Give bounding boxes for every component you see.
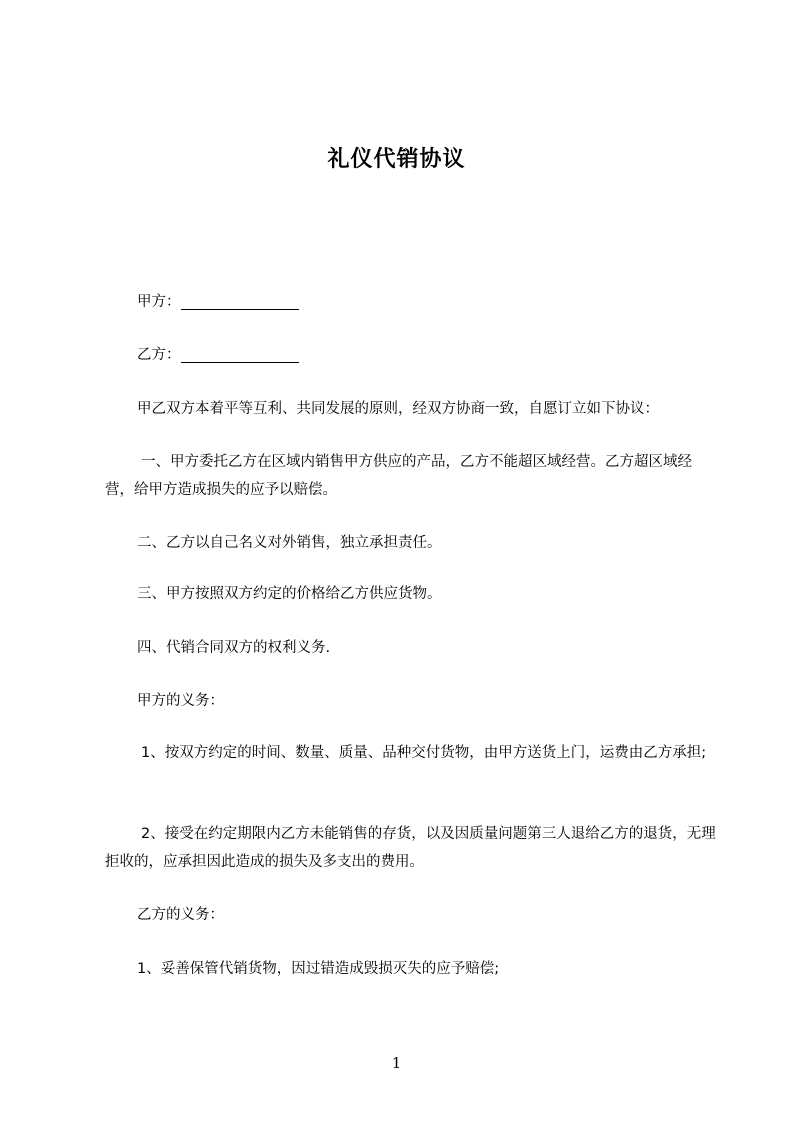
- document-title: 礼仪代销协议: [327, 147, 466, 172]
- party-b-duties-heading: 乙方的义务：: [137, 907, 224, 923]
- intro-paragraph: 甲乙双方本着平等互利、共同发展的原则，经双方协商一致，自愿订立如下协议：: [137, 401, 659, 417]
- party-a-label: 甲方：: [137, 294, 181, 310]
- party-b-duty-1: 1、妥善保管代销货物，因过错造成毁损灭失的应予赔偿;: [137, 961, 500, 977]
- party-b-label: 乙方：: [137, 347, 181, 363]
- party-a-line: [105, 288, 717, 316]
- party-a-duties-heading: 甲方的义务：: [137, 693, 224, 709]
- clause-2: 二、乙方以自己名义对外销售，独立承担责任。: [137, 535, 442, 551]
- party-a-duty-2: 2、接受在约定期限内乙方未能销售的存货，以及因质量问题第三人退给乙方的退货，无理拒收的，应承担因此造成的损失及多支出的费用。: [105, 826, 716, 870]
- page-number: 1: [391, 1054, 402, 1072]
- party-b-line: [105, 341, 717, 369]
- clause-4: 四、代销合同双方的权利义务.: [137, 640, 331, 656]
- party-b-blank: [181, 346, 299, 363]
- clause-1: 一、甲方委托乙方在区域内销售甲方供应的产品，乙方不能超区域经营。乙方超区域经营，给甲方造成损失的应予以赔偿。: [105, 454, 692, 498]
- clause-3: 三、甲方按照双方约定的价格给乙方供应货物。: [137, 586, 442, 602]
- party-a-duty-1: 1、按双方约定的时间、数量、质量、品种交付货物，由甲方送货上门，运费由乙方承担;: [141, 745, 707, 761]
- party-a-blank: [181, 293, 299, 310]
